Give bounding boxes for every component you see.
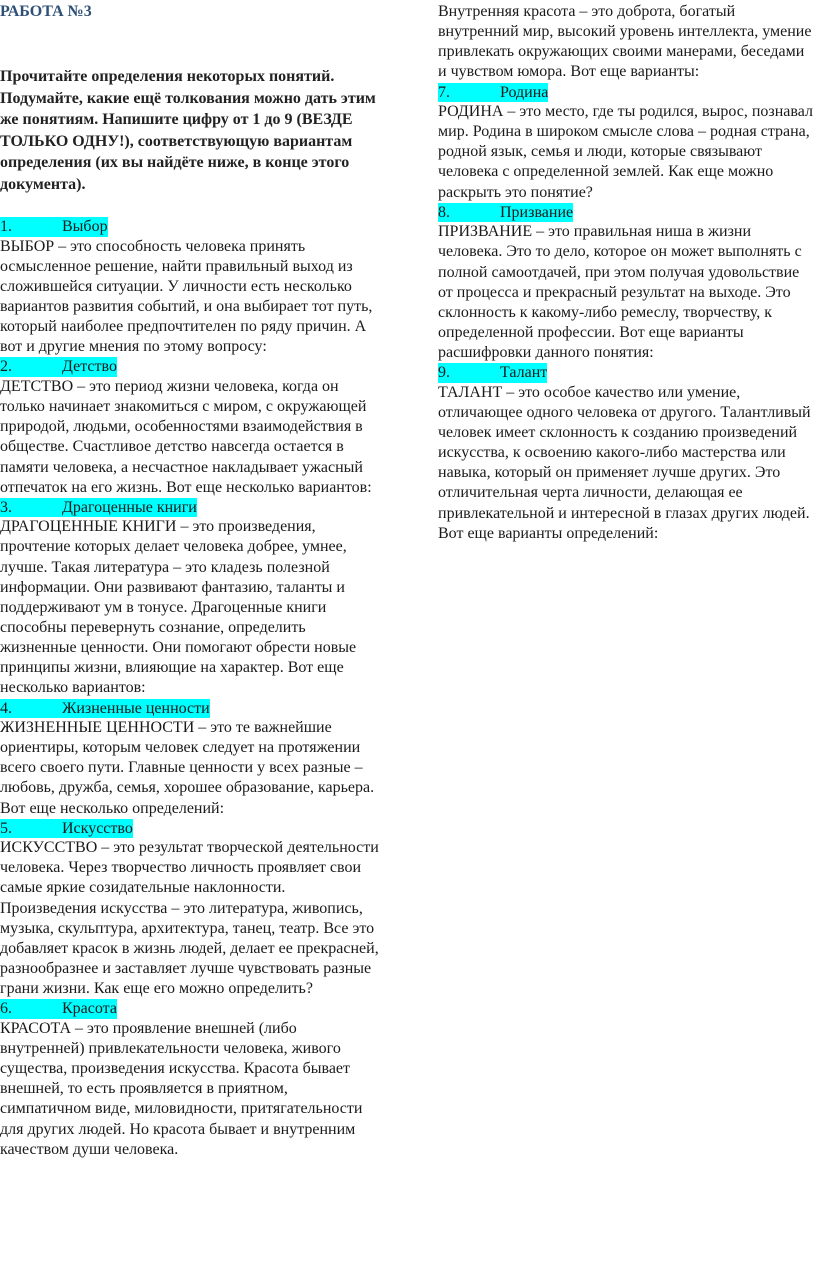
section-text: ТАЛАНТ – это особое качество или умение, отличающее одного человека от другого. Талантливый человек имеет склонность к созданию произведений искусства, к освоению какого-либо мастерства или навыка, который он применяет лучше других. Это отличительная черта личности, делающая ее привлекательной и интересной в глазах других людей. Вот еще варианты определений: bbox=[438, 383, 811, 542]
section-7 bbox=[438, 83, 816, 203]
section-number: 5. bbox=[0, 819, 12, 837]
section-2 bbox=[0, 357, 382, 497]
section-heading bbox=[0, 357, 117, 376]
document-title: РАБОТА №3 bbox=[0, 3, 92, 20]
section-4 bbox=[0, 699, 382, 819]
section-heading bbox=[0, 217, 108, 236]
section-number: 2. bbox=[0, 358, 12, 376]
section-text: ИСКУССТВО – это результат творческой деятельности человека. Через творчество личность проявляет свои самые яркие созидательные наклонности. Произведения искусства – это литература, живопись, музыка, скульптура, архитектура, танец, театр. Все это добавляет красок в жизнь людей, делает ее прекрасней, разнообразнее и заставляет лучше чувствовать разные грани жизни. Как еще его можно определить? bbox=[0, 839, 379, 998]
section-label: Детство bbox=[62, 358, 117, 376]
section-heading bbox=[438, 83, 548, 102]
section-label: Драгоценные книги bbox=[62, 498, 197, 516]
left-column bbox=[0, 2, 382, 1160]
right-column bbox=[438, 2, 816, 544]
section-8 bbox=[438, 203, 816, 363]
section-9 bbox=[438, 363, 816, 544]
section-number: 8. bbox=[438, 203, 450, 221]
section-label: Родина bbox=[500, 83, 549, 101]
section-label: Выбор bbox=[62, 218, 108, 236]
section-3 bbox=[0, 498, 382, 699]
section-heading bbox=[0, 498, 197, 517]
section-text: ПРИЗВАНИЕ – это правильная ниша в жизни человека. Это то дело, которое он может выполнять с полной самоотдачей, при этом получая удовольствие от процесса и прекрасный результат на выходе. Это склонность к какому-либо ремеслу, творчеству, к определенной профессии. Вот еще варианты расшифровки данного понятия: bbox=[438, 223, 802, 362]
section-number: 7. bbox=[438, 83, 450, 101]
section-number: 9. bbox=[438, 364, 450, 382]
section-text: ДРАГОЦЕННЫЕ КНИГИ – это произведения, прочтение которых делает человека добрее, умнее, лучше. Такая литература – это кладезь полезной информации. Они развивают фантазию, таланты и поддерживают ум в тонусе. Драгоценные книги способны перевернуть сознание, определить жизненные ценности. Они помогают обрести новые принципы жизни, влияющие на характер. Вот еще несколько вариантов: bbox=[0, 518, 357, 697]
section-number: 3. bbox=[0, 498, 12, 516]
section-text: ЖИЗНЕННЫЕ ЦЕННОСТИ – это те важнейшие ориентиры, которым человек следует на протяжении всего своего пути. Главные ценности у всех разные – любовь, дружба, семья, хорошее образование, карьера. Вот еще несколько определений: bbox=[0, 719, 375, 817]
section-text: ДЕТСТВО – это период жизни человека, когда он только начинает знакомиться с миром, с окружающей природой, людьми, особенностями взаимодействия в обществе. Счастливое детство навсегда остается в памяти человека, а несчастное накладывает ужасный отпечаток на его жизнь. Вот еще несколько вариантов: bbox=[0, 377, 372, 496]
section-heading bbox=[438, 203, 573, 222]
section-heading bbox=[0, 999, 117, 1018]
section-number: 4. bbox=[0, 699, 12, 717]
section-label: Искусство bbox=[62, 819, 133, 837]
section-text: КРАСОТА – это проявление внешней (либо внутренней) привлекательности человека, живого существа, произведения искусства. Красота бывает внешней, то есть проявляется в приятном, симпатичном виде, миловидности, притягательности для других людей. Но красота бывает и внутренним качеством души человека. bbox=[0, 1019, 363, 1158]
section-number: 6. bbox=[0, 1000, 12, 1018]
section-text: ВЫБОР – это способность человека принять осмысленное решение, найти правильный выход из сложившейся ситуации. У личности есть несколько вариантов развития событий, и она выбирает тот путь, который наиболее предпочтителен по ряду причин. А вот и другие мнения по этому вопросу: bbox=[0, 237, 373, 356]
section-label: Жизненные ценности bbox=[62, 699, 210, 717]
section-label: Талант bbox=[500, 364, 548, 382]
section-label: Призвание bbox=[500, 203, 574, 221]
section-heading bbox=[0, 699, 210, 718]
section-label: Красота bbox=[62, 1000, 117, 1018]
instructions: Прочитайте определения некоторых понятий. Подумайте, какие ещё толкования можно дать этим же понятиям. Напишите цифру от 1 до 9 (ВЕЗДЕ ТОЛЬКО ОДНУ!), соответствующую вариантам определения (их вы найдёте ниже, в конце этого документа). bbox=[0, 68, 376, 193]
section-number: 1. bbox=[0, 218, 12, 236]
section-6 bbox=[0, 999, 382, 1159]
section-text: РОДИНА – это место, где ты родился, вырос, познавал мир. Родина в широком смысле слова – родная страна, родной язык, семья и люди, которые связывают человека с определенной землей. Как еще можно раскрыть это понятие? bbox=[438, 103, 813, 201]
section-1 bbox=[0, 217, 382, 357]
section-5 bbox=[0, 819, 382, 1000]
beauty-continuation: Внутренняя красота – это доброта, богатый внутренний мир, высокий уровень интеллекта, умение привлекать окружающих своими манерами, беседами и чувством юмора. Вот еще варианты: bbox=[438, 3, 812, 81]
section-heading bbox=[0, 819, 133, 838]
section-heading bbox=[438, 363, 547, 382]
